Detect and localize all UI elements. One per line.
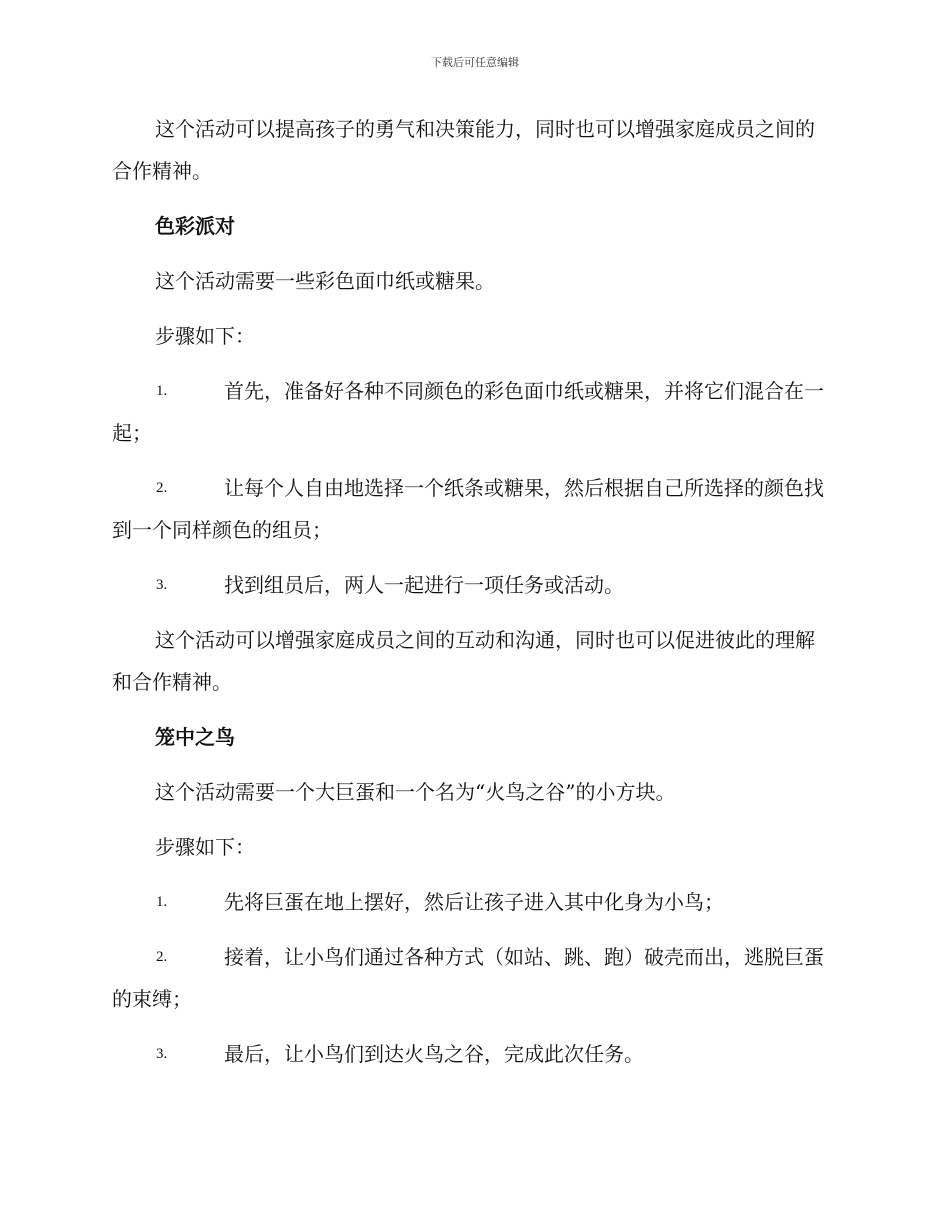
step-item (112, 564, 834, 606)
step-text: 最后，让小鸟们到达火鸟之谷，完成此次任务。 (224, 1042, 644, 1066)
step-number: 2. (156, 480, 168, 496)
step-number: 1. (156, 894, 168, 910)
step-item (112, 467, 834, 551)
section-heading-caged-bird: 笼中之鸟 (155, 725, 235, 749)
step-number: 1. (156, 383, 168, 399)
step-item (112, 1033, 834, 1075)
section-heading-color-party: 色彩派对 (155, 214, 235, 238)
paragraph-conclusion-1: 这个活动可以提高孩子的勇气和决策能力，同时也可以增强家庭成员之间的合作精神。 (112, 117, 815, 183)
step-text: 找到组员后，两人一起进行一项任务或活动。 (224, 573, 624, 597)
step-number: 3. (156, 577, 168, 593)
step-number: 2. (156, 949, 168, 965)
step-text: 首先，准备好各种不同颜色的彩色面巾纸或糖果，并将它们混合在一起； (112, 379, 824, 445)
step-item (112, 881, 834, 923)
step-number: 3. (156, 1046, 168, 1062)
step-item (112, 936, 834, 1020)
paragraph-materials-2: 这个活动需要一个大巨蛋和一个名为“火鸟之谷”的小方块。 (155, 780, 676, 804)
step-text: 让每个人自由地选择一个纸条或糖果，然后根据自己所选择的颜色找到一个同样颜色的组员； (112, 476, 824, 542)
document-body (112, 108, 834, 1088)
step-text: 接着，让小鸟们通过各种方式（如站、跳、跑）破壳而出，逃脱巨蛋的束缚； (112, 945, 824, 1011)
paragraph-steps-intro-1: 步骤如下： (155, 324, 255, 348)
page-header: 下载后可任意编辑 (431, 56, 519, 69)
paragraph-steps-intro-2: 步骤如下： (155, 835, 255, 859)
step-text: 先将巨蛋在地上摆好，然后让孩子进入其中化身为小鸟； (224, 890, 724, 914)
step-item (112, 370, 834, 454)
paragraph-conclusion-2: 这个活动可以增强家庭成员之间的互动和沟通，同时也可以促进彼此的理解和合作精神。 (112, 628, 815, 694)
paragraph-materials-1: 这个活动需要一些彩色面巾纸或糖果。 (155, 269, 495, 293)
